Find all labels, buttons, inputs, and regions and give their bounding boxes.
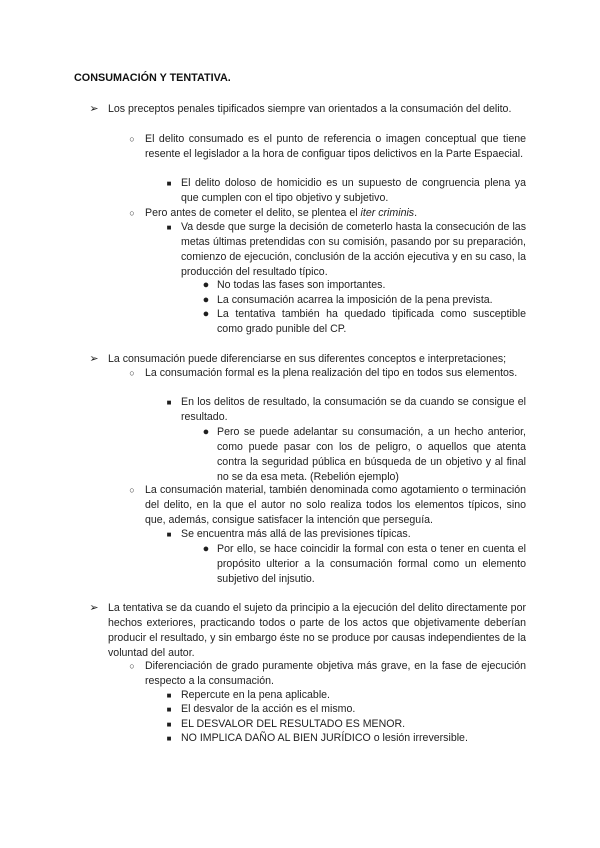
bullet-text: El delito consumado es el punto de referencia o imagen conceptual que tiene resente el legislador a la hora de configuar tipos delictivos en la Parte Espaecial.	[145, 133, 526, 160]
dot-bullet-icon: ●	[202, 294, 210, 306]
bullet-text: En los delitos de resultado, la consumación se da cuando se consigue el resultado.	[181, 396, 526, 423]
circle-bullet-icon: ○	[129, 661, 135, 671]
circle-bullet-icon: ○	[129, 485, 135, 495]
page-title: CONSUMACIÓN Y TENTATIVA.	[74, 72, 231, 84]
bullet-level-3	[166, 220, 526, 280]
circle-bullet-icon: ○	[129, 368, 135, 378]
bullet-text: La tentativa se da cuando el sujeto da principio a la ejecución del delito directamente por hechos exteriores, practicando todos o parte de los actos que objetivamente deberían producir el resultado, y sin embargo éste no se produce por causas independientes de la voluntad del autor.	[108, 602, 526, 659]
bullet-level-4	[202, 307, 526, 337]
bullet-level-3	[166, 717, 526, 732]
bullet-text: EL DESVALOR DEL RESULTADO ES MENOR.	[181, 718, 406, 730]
bullet-level-4	[202, 425, 526, 485]
emphasis-text: iter criminis	[360, 207, 415, 219]
bullet-text: Los preceptos penales tipificados siempre van orientados a la consumación del delito.	[108, 103, 512, 115]
square-bullet-icon: ■	[166, 398, 172, 407]
bullet-text	[145, 206, 526, 221]
bullet-text: Por ello, se hace coincidir la formal con esta o tener en cuenta el propósito ulterior a la consumación formal como un elemento subjetivo del injsutio.	[217, 543, 526, 585]
square-bullet-icon: ■	[166, 720, 172, 729]
dot-bullet-icon: ●	[202, 426, 210, 438]
bullet-level-1	[89, 352, 526, 367]
arrow-bullet-icon: ➢	[89, 353, 99, 365]
bullet-level-2	[129, 132, 526, 162]
bullet-text: NO IMPLICA DAÑO AL BIEN JURÍDICO o lesión irreversible.	[181, 732, 468, 744]
bullet-level-2	[129, 483, 526, 528]
circle-bullet-icon: ○	[129, 208, 135, 218]
bullet-level-3	[166, 395, 526, 425]
arrow-bullet-icon: ➢	[89, 103, 99, 115]
square-bullet-icon: ■	[166, 691, 172, 700]
dot-bullet-icon: ●	[202, 543, 210, 555]
bullet-level-4	[202, 278, 526, 293]
square-bullet-icon: ■	[166, 705, 172, 714]
bullet-level-4	[202, 293, 526, 308]
square-bullet-icon: ■	[166, 734, 172, 743]
bullet-text: Pero se puede adelantar su consumación, a un hecho anterior, como puede pasar con los de peligro, o aquellos que atenta contra la seguridad pública en búsqueda de un objetivo y al final no se da esa meta. (Rebelión ejemplo)	[217, 426, 526, 483]
bullet-level-3	[166, 176, 526, 206]
bullet-text: La consumación puede diferenciarse en sus diferentes conceptos e interpretaciones;	[108, 353, 507, 365]
bullet-text: El desvalor de la acción es el mismo.	[181, 703, 356, 715]
bullet-text: Va desde que surge la decisión de cometerlo hasta la consecución de las metas últimas pretendidas con su comisión, pasando por su preparación, comienzo de ejecución, conclusión de la acción ejecutiva y en su caso, la producción del resultado típico.	[181, 221, 526, 278]
bullet-text: Repercute en la pena aplicable.	[181, 689, 331, 701]
bullet-text: No todas las fases son importantes.	[217, 279, 386, 291]
dot-bullet-icon: ●	[202, 279, 210, 291]
text-run: Pero antes de cometer el delito, se plentea el	[145, 207, 361, 219]
bullet-level-3	[166, 527, 526, 542]
bullet-level-2	[129, 366, 526, 381]
bullet-text: La tentativa también ha quedado tipificada como susceptible como grado punible del CP.	[217, 308, 526, 335]
bullet-level-3	[166, 688, 526, 703]
bullet-level-1	[89, 102, 526, 117]
dot-bullet-icon: ●	[202, 308, 210, 320]
bullet-level-4	[202, 542, 526, 587]
bullet-level-2	[129, 659, 526, 689]
circle-bullet-icon: ○	[129, 134, 135, 144]
bullet-text: La consumación formal es la plena realización del tipo en todos sus elementos.	[145, 367, 518, 379]
bullet-text: Diferenciación de grado puramente objetiva más grave, en la fase de ejecución respecto a la consumación.	[145, 660, 526, 687]
bullet-text: La consumación acarrea la imposición de la pena prevista.	[217, 294, 493, 306]
bullet-text: El delito doloso de homicidio es un supuesto de congruencia plena ya que cumplen con el tipo objetivo y subjetivo.	[181, 177, 526, 204]
square-bullet-icon: ■	[166, 530, 172, 539]
arrow-bullet-icon: ➢	[89, 602, 99, 614]
bullet-text: La consumación material, también denominada como agotamiento o terminación del delito, en la que el autor no solo realiza todos los elementos típicos, sino que, además, consigue satisfacer la intención que perseguía.	[145, 484, 526, 526]
bullet-text: Se encuentra más allá de las previsiones típicas.	[181, 528, 411, 540]
square-bullet-icon: ■	[166, 179, 172, 188]
text-run: .	[414, 207, 418, 219]
square-bullet-icon: ■	[166, 223, 172, 232]
bullet-level-3	[166, 702, 526, 717]
bullet-level-1	[89, 601, 526, 661]
bullet-level-2	[129, 206, 526, 221]
bullet-level-3	[166, 731, 526, 746]
